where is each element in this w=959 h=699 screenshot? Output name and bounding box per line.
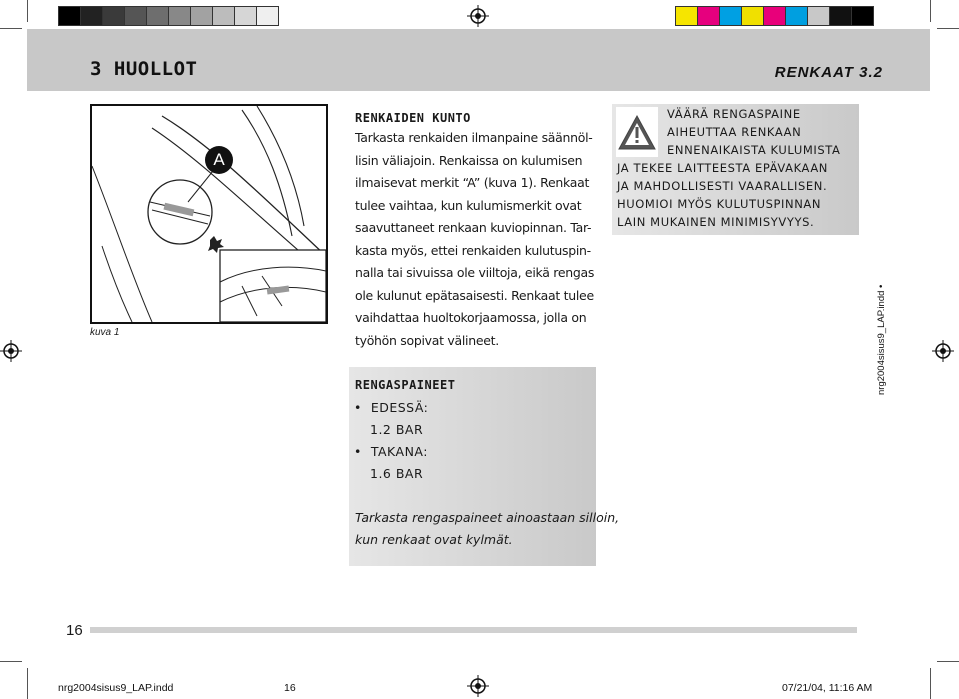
process-swatch	[763, 6, 786, 26]
gray-swatch	[168, 6, 191, 26]
pressures-heading: RENGASPAINEET	[355, 378, 456, 392]
warning-line: AIHEUTTAA RENKAAN	[667, 125, 802, 139]
callout-a-badge: A	[205, 146, 233, 174]
slug-filename: nrg2004sisus9_LAP.indd	[58, 682, 174, 694]
process-swatch	[697, 6, 720, 26]
registration-mark-icon	[467, 5, 489, 27]
tyre-condition-heading: RENKAIDEN KUNTO	[355, 111, 471, 125]
paragraph-line: työhön sopivat välineet.	[355, 332, 499, 348]
registration-mark-icon	[932, 340, 954, 362]
paragraph-line: nalla tai sivuissa ole viiltoja, eikä rengas	[355, 265, 595, 280]
pressure-note-line: kun renkaat ovat kylmät.	[355, 532, 513, 547]
tyre-illustration	[90, 104, 328, 324]
rear-pressure-label: • TAKANA:	[354, 444, 428, 459]
paragraph-line: Tarkasta renkaiden ilmanpaine säännöl-	[355, 130, 593, 145]
gray-swatch	[58, 6, 81, 26]
paragraph-line: tulee vaihtaa, kun kulumismerkit ovat	[355, 197, 582, 213]
registration-mark-icon	[467, 675, 489, 697]
rear-pressure-value: 1.6 BAR	[370, 466, 424, 481]
warning-box	[612, 104, 859, 235]
chapter-title: 3 HUOLLOT	[90, 58, 198, 80]
gray-swatch	[146, 6, 169, 26]
process-swatch	[785, 6, 808, 26]
paragraph-line: vaihdattaa huoltokorjaamossa, jolla on	[355, 310, 587, 325]
side-slug: nrg2004sisus9_LAP.indd •	[876, 284, 887, 395]
paragraph-line: kasta myös, ettei renkaiden kulutuspin-	[355, 242, 591, 258]
tyre-drawing	[92, 106, 326, 322]
process-swatch	[719, 6, 742, 26]
paragraph-line: ole kulunut epätasaisesti. Renkaat tulee	[355, 287, 594, 303]
gray-swatch	[190, 6, 213, 26]
gray-swatch	[80, 6, 103, 26]
section-title: RENKAAT 3.2	[774, 64, 883, 81]
process-swatch	[675, 6, 698, 26]
warning-line: JA MAHDOLLISESTI VAARALLISEN.	[617, 179, 828, 193]
page-number: 16	[66, 622, 83, 639]
gray-swatch	[102, 6, 125, 26]
warning-line: JA TEKEE LAITTEESTA EPÄVAKAAN	[617, 161, 828, 175]
footer-rule	[90, 627, 857, 633]
tyre-condition-paragraph	[355, 127, 605, 352]
gray-swatch	[234, 6, 257, 26]
warning-icon-panel	[616, 107, 658, 157]
warning-line: ENNENAIKAISTA KULUMISTA	[667, 143, 841, 157]
front-pressure-value: 1.2 BAR	[370, 422, 424, 437]
paragraph-line: saavuttaneet renkaan kuviopinnan. Tar-	[355, 220, 592, 235]
process-swatch	[807, 6, 830, 26]
process-swatch	[851, 6, 874, 26]
warning-line: LAIN MUKAINEN MINIMISYVYYS.	[617, 215, 815, 229]
gray-swatch	[212, 6, 235, 26]
paragraph-line: ilmaisevat merkit “A” (kuva 1). Renkaat	[355, 175, 590, 190]
warning-line: VÄÄRÄ RENGASPAINE	[667, 107, 801, 121]
paragraph-line: lisin väliajoin. Renkaissa on kulumisen	[355, 152, 583, 168]
warning-triangle-icon	[616, 107, 658, 157]
front-pressure-label: • EDESSÄ:	[354, 400, 429, 415]
pressure-note-line: Tarkasta rengaspaineet ainoastaan silloin,	[355, 510, 620, 525]
registration-mark-icon	[0, 340, 22, 362]
tyre-pressure-box	[349, 367, 620, 566]
slug-date: 07/21/04, 11:16 AM	[782, 682, 873, 694]
gray-swatch	[256, 6, 279, 26]
process-swatch	[741, 6, 764, 26]
figure-caption: kuva 1	[90, 327, 120, 338]
warning-line: HUOMIOI MYÖS KULUTUSPINNAN	[617, 197, 822, 211]
slug-page: 16	[284, 682, 296, 694]
process-swatch	[829, 6, 852, 26]
gray-swatch	[124, 6, 147, 26]
